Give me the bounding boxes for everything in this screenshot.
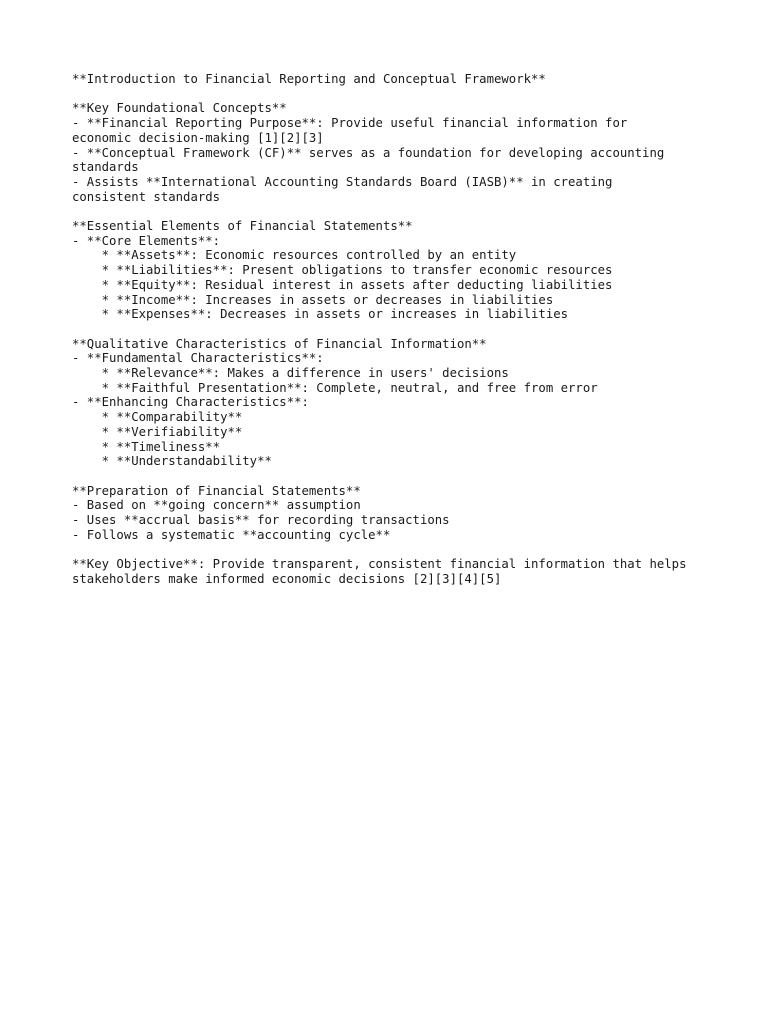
text-line: * **Verifiability**	[72, 424, 243, 439]
text-line: - **Financial Reporting Purpose**: Provide useful financial information for	[72, 116, 628, 131]
key-objective-line: **Key Objective**: Provide transparent, consistent financial information that helps	[72, 557, 687, 572]
text-line: - Follows a systematic **accounting cycle**	[72, 527, 391, 542]
blank-line	[72, 469, 712, 484]
text-line: economic decision-making [1][2][3]	[72, 130, 324, 145]
key-objective-line: stakeholders make informed economic decisions [2][3][4][5]	[72, 571, 502, 586]
section-heading-preparation: **Preparation of Financial Statements**	[72, 483, 361, 498]
text-line: - Based on **going concern** assumption	[72, 498, 361, 513]
text-line: - Uses **accrual basis** for recording transactions	[72, 513, 450, 528]
section-heading-essential-elements: **Essential Elements of Financial Statements**	[72, 219, 413, 233]
text-line: - **Fundamental Characteristics**:	[72, 351, 324, 366]
text-line: consistent standards	[72, 189, 221, 204]
blank-line	[72, 87, 712, 102]
text-line: - **Conceptual Framework (CF)** serves as a foundation for developing accounting	[72, 145, 665, 160]
text-line: * **Comparability**	[72, 410, 243, 425]
blank-line	[72, 542, 712, 557]
text-line: * **Relevance**: Makes a difference in users' decisions	[72, 366, 509, 381]
document-page	[72, 72, 712, 587]
text-line: * **Assets**: Economic resources controlled by an entity	[72, 248, 517, 263]
text-line: * **Expenses**: Decreases in assets or increases in liabilities	[72, 307, 569, 322]
text-line: * **Understandability**	[72, 454, 272, 469]
text-line: - Assists **International Accounting Standards Board (IASB)** in creating	[72, 174, 613, 189]
text-line: * **Income**: Increases in assets or decreases in liabilities	[72, 292, 554, 307]
document-title: **Introduction to Financial Reporting and Conceptual Framework**	[72, 72, 546, 86]
text-line: * **Equity**: Residual interest in assets after deducting liabilities	[72, 277, 613, 292]
section-heading-qualitative: **Qualitative Characteristics of Financial Information**	[72, 336, 487, 351]
text-line: standards	[72, 160, 139, 175]
section-heading-key-concepts: **Key Foundational Concepts**	[72, 101, 287, 116]
blank-line	[72, 204, 712, 219]
text-line: * **Timeliness**	[72, 439, 221, 454]
text-line: * **Faithful Presentation**: Complete, neutral, and free from error	[72, 380, 598, 395]
text-line: - **Core Elements**:	[72, 233, 221, 248]
text-line: - **Enhancing Characteristics**:	[72, 395, 309, 410]
text-line: * **Liabilities**: Present obligations to transfer economic resources	[72, 263, 613, 278]
blank-line	[72, 322, 712, 337]
